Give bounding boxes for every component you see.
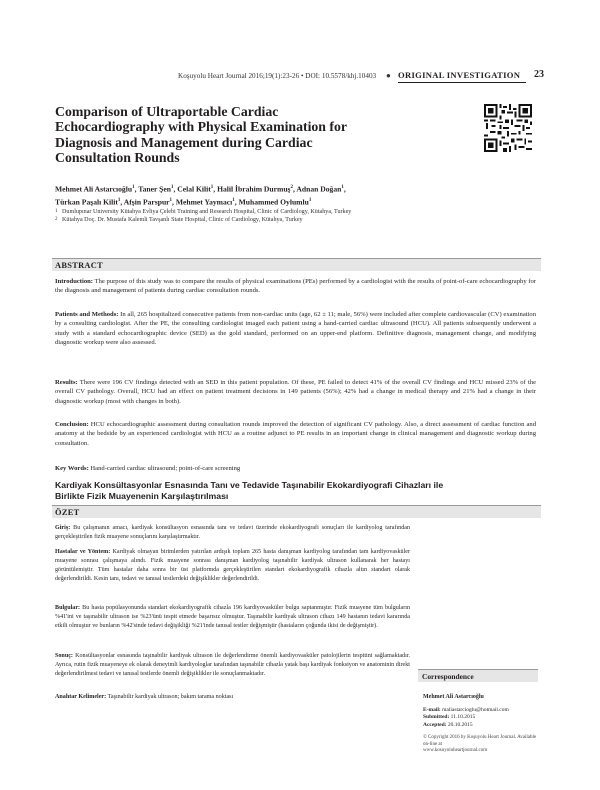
page-number: 23 (534, 69, 544, 80)
ozet-giris: Giriş: Bu çalışmanın amacı, kardiyak konsültasyon esnasında tanı ve tedavi üzerinde ekokardiyografi sonuçları ile kardiyolog tarafından gerçekleştirilen fizik muayene sonuçlarını karşılaştırmaktır. (55, 525, 410, 540)
author-affiliation-mark: 1 (232, 197, 235, 203)
abstract-keywords: Key Words: Hand-carried cardiac ultrasound; point-of-care screening (55, 465, 241, 472)
author-name: Mehmet Yaymacı (175, 197, 233, 207)
author-separator: , (343, 184, 346, 194)
ozet-heading: ÖZET (52, 505, 541, 518)
author-separator: , (134, 184, 139, 194)
author-affiliation-mark: 2 (290, 185, 294, 190)
author-list (55, 182, 535, 207)
submitted-date: Submitted: 11.10.2015 (423, 714, 476, 721)
affiliations (55, 208, 535, 224)
journal-citation: Koşuyolu Heart Journal 2016;19(1):23-26 • DOI: 10.5578/khj.10403 (178, 72, 377, 80)
author-separator: , (172, 197, 176, 207)
ozet-yontem: Hastalar ve Yöntem: Kardiyak olmayan birimlerden yatırılan ardışık toplam 265 hasta danışman kardiyolog tarafından tam kardiyovasküler muayene sonrası çalışmaya alındı. Fizik muayene sonrası danışman kardiyolog taşınabilir kardiyak ultrason kullanarak her hastayı görüntülemiştir. Tüm hastalar daha sonra bir üst platformda gerçekleştirilen standart ekokardiyografik cihazla altın standart olarak değerlendirildi. Kesin tanı, tedavi ve tanısal testlerdeki değişiklikler değerlendirildi. (55, 549, 410, 582)
author-name: Muhammed Oylumlu (238, 197, 309, 207)
ozet-sonuc: Sonuç: Konsültasyonlar esnasında taşınabilir kardiyak ultrason ile değerlendirme önemli kardiyovasküler patolojilerin tespitini sağlamaktadır. Ayrıca, rutin fizik muayeneye ek olarak deneyimli kardiyologlar tarafından taşınabilir cihazla yatak başı kardiyak fonksiyon ve anatominin direkt değerlendirilmesi tedavi ve tanısal testlerde önemli değişiklikler ile sonuçlanmaktadır. (55, 653, 410, 677)
author-separator: , (234, 197, 239, 207)
author-separator: , (173, 184, 178, 194)
author-affiliation-mark: 1 (341, 185, 344, 190)
author-separator: , (213, 184, 218, 194)
qr-code-icon (484, 104, 532, 152)
correspondence-name: Mehmet Ali Astarcıoğlu (423, 694, 484, 700)
author-name: Türkan Paşalı Kilit (55, 197, 118, 207)
author-affiliation-mark: 1 (170, 185, 174, 190)
author-name: Mehmet Ali Astarcıoğlu (55, 184, 133, 194)
bullet-icon: ● (386, 71, 391, 80)
correspondence-email: E-mail: maliastarcioglu@hotmail.com (423, 707, 509, 713)
author-separator: , (120, 197, 124, 207)
article-title: Comparison of Ultraportable Cardiac Echocardiography with Physical Examination for Diagnosis and Management during Cardiac Consultation Rounds (55, 104, 347, 165)
ozet-bulgular: Bulgular: Bu hasta popülasyonunda standart ekokardiyografik cihazla 196 kardiyovasküler bulgu saptanmıştır. Fizik muayene tüm bulguların %41'ini ve taşınabilir ultrason ise %23'ünü tespit etmede başarısız olmuştur. Taşınabilir kardiyak ultrason cihazı 149 hastanın tedavi kararında etkili olmuştur ve bunların %42'sinde tedavi değişikliği %21'inde tanısal testler değişmiştir (hastaların çoğunda ikisi de değişmiştir). (55, 605, 410, 629)
author-affiliation-mark: 1 (169, 197, 173, 203)
author-name: Halil İbrahim Durmuş (217, 184, 291, 194)
author-name: Taner Şen (138, 184, 171, 194)
abstract-heading: ABSTRACT (52, 258, 541, 271)
author-affiliation-mark: 1 (117, 197, 121, 203)
email-link[interactable]: maliastarcioglu@hotmail.com (442, 707, 509, 713)
abstract-introduction: Introduction: The purpose of this study was to compare the results of physical examinations (PEs) performed by a cardiologist with the results of point-of-care echocardiography for the diagnosis and management of patients during cardiac consultation rounds. (55, 278, 536, 295)
abstract-conclusion: Conclusion: HCU echocardiographic assessment during consultation rounds improved the detection of significant CV pathology. Also, a direct assessment of cardiac function and anatomy at the bedside by an experienced cardiologist with HCU as a routine adjunct to PE results in an important change in clinical management and diagnostic workup during consultation. (55, 421, 536, 447)
correspondence-box (418, 669, 538, 771)
author-affiliation-mark: 1 (308, 197, 312, 203)
section-label: ORIGINAL INVESTIGATION (398, 70, 521, 80)
affiliation-1: 1 Dumlupınar University Kütahya Evliya Çelebi Training and Research Hospital, Clinic of Cardiology, Kütahya, Turkey (55, 209, 352, 215)
turkish-title: Kardiyak Konsültasyonlar Esnasında Tanı ve Tedavide Taşınabilir Ekokardiyografi Cihazları ile Birlikte Fizik Muayenenin Karşılaştırılması (55, 480, 444, 501)
header-rule (398, 82, 526, 83)
abstract-results: Results: There were 196 CV findings detected with an SED in this patient population. Of these, PE failed to detect 41% of the overall CV findings and HCU missed 23% of the overall CV pathology. Overall, HCU had an effect on patient treatment decisions in 149 patients (56%); 42% had a change in medical therapy and 21% had a change in their diagnostic workup (most with changes in both). (55, 379, 536, 405)
author-affiliation-mark: 1 (210, 185, 214, 190)
copyright-notice: © Copyright 2016 by Koşuyolu Heart Journal. Available on-line at www.kosuyoluheartjournal.com (423, 735, 537, 754)
author-name: Adnan Doğan (296, 184, 342, 194)
website-link[interactable]: www.kosuyoluheartjournal.com (423, 748, 488, 754)
affiliation-2: 2 Kütahya Doç. Dr. Mustafa Kalemli Tavşanlı State Hospital, Clinic of Cardiology, Kütahya, Turkey (55, 217, 303, 224)
accepted-date: Accepted: 20.10.2015 (423, 721, 473, 728)
author-separator: , (293, 184, 297, 194)
ozet-anahtar: Anahtar Kelimeler: Taşınabilir kardiyak ultrason; bakım tarama noktası (55, 694, 234, 700)
author-name: Afşin Parspur (123, 197, 170, 207)
correspondence-heading: Correspondence (418, 669, 538, 682)
author-affiliation-mark: 1 (132, 185, 135, 190)
author-name: Celal Kilit (177, 184, 211, 194)
abstract-methods: Patients and Methods: In all, 265 hospitalized consecutive patients from non-cardiac units (age, 62 ± 11; male, 56%) were included after complete cardiovascular (CV) examination by a consulting cardiologist. After the PE, the consulting cardiologist imaged each patient using a hand-carried cardiac ultrasound (HCU). All patients subsequently underwent a study with a standard echocardiographic device (SED) as the gold standard, performed on an upper-end platform. Definitive diagnosis, management change, and modifying diagnostic workup were also assessed. (55, 311, 537, 346)
